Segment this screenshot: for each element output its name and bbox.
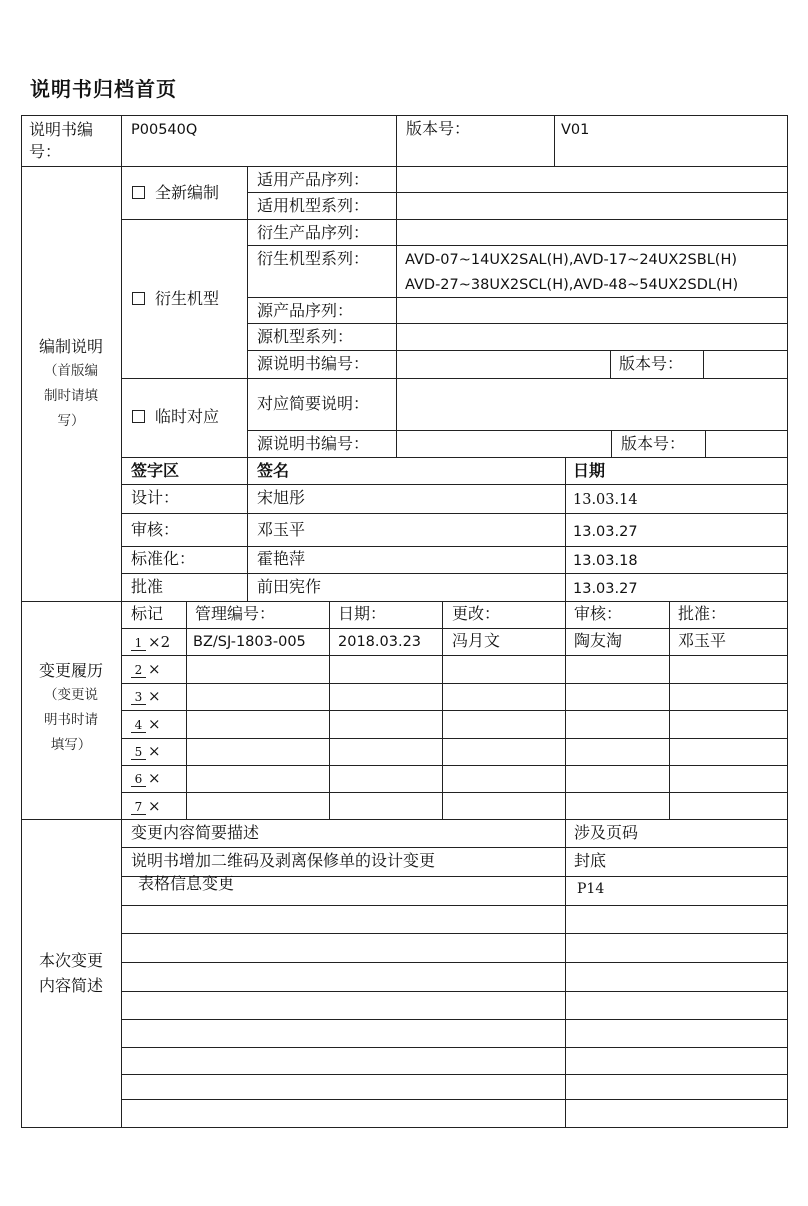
mark-number: 4 <box>131 718 146 733</box>
rule <box>442 601 443 819</box>
mark-suffix: ×2 <box>148 633 171 651</box>
mark-suffix: × <box>148 742 161 760</box>
rule <box>122 991 788 992</box>
changes-label-note: （变更说 <box>44 687 98 703</box>
change-date: 2018.03.23 <box>338 634 422 650</box>
change-mark <box>131 687 161 705</box>
rule-right <box>787 115 788 1128</box>
changes-header-change: 更改： <box>452 604 501 623</box>
signature-name: 霍艳萍 <box>257 549 306 568</box>
compile-label-note: 写） <box>57 413 85 429</box>
content-label-line: 内容简述 <box>38 976 103 995</box>
mark-number: 2 <box>131 663 146 678</box>
mark-suffix: × <box>148 660 161 678</box>
change-mark <box>131 660 161 678</box>
mark-number: 7 <box>131 800 146 815</box>
signature-name: 前田宪作 <box>257 577 322 596</box>
rule <box>122 738 788 739</box>
rule <box>121 115 122 1128</box>
rule <box>565 601 566 819</box>
option-label: 衍生机型 <box>155 289 220 308</box>
rule <box>122 546 788 547</box>
manual-no-label: 说明书编号： <box>29 120 94 161</box>
mark-suffix: × <box>148 769 161 787</box>
derived-product-series-label: 衍生产品序列： <box>257 223 370 242</box>
rule <box>247 350 788 351</box>
temp-source-version-label: 版本号： <box>621 434 686 453</box>
change-changed-by: 冯月文 <box>452 631 501 650</box>
rule <box>122 628 788 629</box>
changes-header-approve: 批准： <box>678 604 727 623</box>
checkbox-icon[interactable] <box>132 186 145 199</box>
rule-section <box>21 601 788 602</box>
option-derived-model[interactable] <box>132 289 219 309</box>
mark-number: 6 <box>131 772 146 787</box>
signature-date: 13.03.14 <box>573 492 638 508</box>
signature-date: 13.03.27 <box>573 581 638 597</box>
rule <box>329 601 330 819</box>
signature-role: 审核： <box>131 520 180 539</box>
rule <box>554 115 555 166</box>
change-mark <box>131 715 161 733</box>
rule <box>122 683 788 684</box>
signature-role: 标准化： <box>131 549 196 568</box>
rule <box>247 245 788 246</box>
mark-suffix: × <box>148 687 161 705</box>
change-mark <box>131 633 170 651</box>
source-manual-no-label: 源说明书编号： <box>257 354 370 373</box>
mark-number: 3 <box>131 690 146 705</box>
changes-header-mgmt-no: 管理编号： <box>195 604 276 623</box>
signature-header-area: 签字区 <box>131 461 180 480</box>
changes-label <box>21 658 121 758</box>
rule-bottom <box>21 1127 788 1128</box>
rule <box>122 905 788 906</box>
rule <box>122 933 788 934</box>
content-desc: 表格信息变更 <box>138 874 235 893</box>
rule <box>247 166 248 601</box>
rule <box>122 573 788 574</box>
rule <box>669 601 670 819</box>
changes-header-mark: 标记 <box>131 604 164 623</box>
rule <box>122 1074 788 1075</box>
rule <box>705 430 706 457</box>
rule <box>122 847 788 848</box>
rule <box>122 219 788 220</box>
option-temporary[interactable] <box>132 407 219 427</box>
compile-label-note: （首版编 <box>44 363 98 379</box>
version-value: V01 <box>561 122 590 138</box>
signature-date: 13.03.27 <box>573 524 638 540</box>
content-label <box>21 948 121 998</box>
option-label: 临时对应 <box>155 407 220 426</box>
signature-role: 批准 <box>131 577 164 596</box>
content-page: 封底 <box>574 851 607 870</box>
rule <box>122 484 788 485</box>
change-mark <box>131 742 161 760</box>
change-mgmt-no: BZ/SJ-1803-005 <box>193 634 306 650</box>
compile-label <box>21 334 121 434</box>
rule-top <box>21 115 788 116</box>
rule-section <box>21 819 788 820</box>
derived-model-series-value: AVD-27~38UX2SCL(H),AVD-48~54UX2SDL(H) <box>405 277 739 293</box>
model-series-label: 适用机型系列： <box>257 196 370 215</box>
compile-label-note: 制时请填 <box>44 388 98 404</box>
rule <box>611 430 612 457</box>
rule <box>610 350 611 378</box>
product-series-label: 适用产品序列： <box>257 170 370 189</box>
mark-number: 1 <box>131 636 146 651</box>
rule <box>122 655 788 656</box>
signature-role: 设计： <box>131 488 180 507</box>
mark-number: 5 <box>131 745 146 760</box>
content-desc: 说明书增加二维码及剥离保修单的设计变更 <box>131 851 436 870</box>
rule <box>122 378 788 379</box>
rule <box>703 350 704 378</box>
signature-header-date: 日期 <box>573 461 606 480</box>
mark-suffix: × <box>148 715 161 733</box>
rule <box>565 819 566 1127</box>
changes-label-note: 明书时请 <box>44 712 98 728</box>
page-title: 说明书归档首页 <box>30 77 177 101</box>
signature-header-name: 签名 <box>257 461 290 480</box>
content-page: P14 <box>577 881 605 897</box>
content-header-desc: 变更内容简要描述 <box>131 823 260 842</box>
version-label: 版本号： <box>406 119 471 138</box>
change-approved-by: 邓玉平 <box>678 631 727 650</box>
rule <box>122 962 788 963</box>
rule <box>122 765 788 766</box>
content-header-page: 涉及页码 <box>574 823 639 842</box>
archive-form <box>21 115 788 1128</box>
rule <box>122 457 788 458</box>
signature-name: 邓玉平 <box>257 520 306 539</box>
option-label: 全新编制 <box>155 183 220 202</box>
rule <box>396 378 397 457</box>
rule-header-bottom <box>21 166 788 167</box>
temp-source-manual-no-label: 源说明书编号： <box>257 434 370 453</box>
rule <box>247 323 788 324</box>
compile-label-text: 编制说明 <box>38 337 103 356</box>
checkbox-icon[interactable] <box>132 410 145 423</box>
rule <box>247 430 788 431</box>
signature-name: 宋旭彤 <box>257 488 306 507</box>
rule <box>122 1047 788 1048</box>
derived-model-series-value: AVD-07~14UX2SAL(H),AVD-17~24UX2SBL(H) <box>405 252 738 268</box>
option-new-compile[interactable] <box>132 183 219 203</box>
rule <box>186 601 187 819</box>
rule <box>122 1019 788 1020</box>
changes-label-text: 变更履历 <box>38 661 103 680</box>
rule <box>565 457 566 601</box>
changes-header-review: 审核： <box>574 604 623 623</box>
rule <box>247 192 788 193</box>
changes-header-date: 日期： <box>338 604 387 623</box>
rule <box>122 792 788 793</box>
brief-description-label: 对应简要说明： <box>257 394 370 413</box>
content-label-line: 本次变更 <box>38 951 103 970</box>
rule <box>122 710 788 711</box>
manual-no-value: P00540Q <box>131 122 198 138</box>
rule <box>396 115 397 166</box>
change-mark <box>131 769 161 787</box>
derived-model-series-label: 衍生机型系列： <box>257 249 370 268</box>
change-mark <box>131 797 161 815</box>
rule <box>122 1099 788 1100</box>
source-version-label: 版本号： <box>619 354 684 373</box>
rule <box>122 513 788 514</box>
checkbox-icon[interactable] <box>132 292 145 305</box>
source-product-series-label: 源产品序列： <box>257 301 354 320</box>
changes-label-note: 填写） <box>50 737 92 753</box>
mark-suffix: × <box>148 797 161 815</box>
change-reviewed-by: 陶友淘 <box>574 631 623 650</box>
signature-date: 13.03.18 <box>573 553 638 569</box>
source-model-series-label: 源机型系列： <box>257 327 354 346</box>
rule <box>247 297 788 298</box>
